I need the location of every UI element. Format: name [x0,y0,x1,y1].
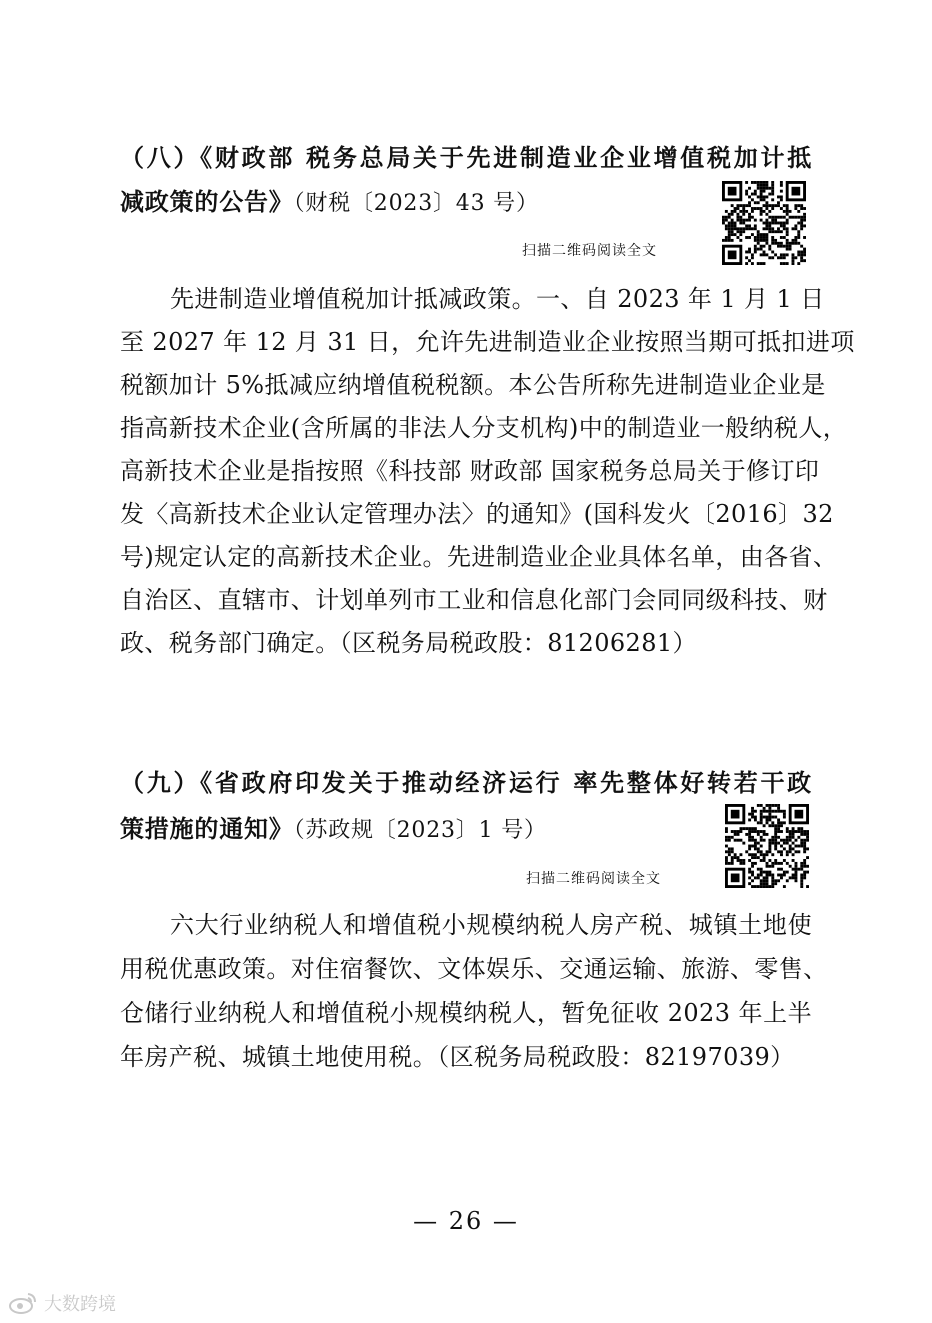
weibo-logo-icon [8,1291,38,1315]
watermark-text: 大数跨境 [44,1294,116,1315]
section8-body-line: 至 2027 年 12 月 31 日，允许先进制造业企业按照当期可抵扣进项 [120,328,855,356]
section8-body-line: 发〈高新技术企业认定管理办法〉的通知》(国科发火〔2016〕32 [120,500,834,528]
section9-doc-ref: （苏政规〔2023〕1 号） [293,818,547,843]
section9-qr-caption: 扫描二维码阅读全文 [526,871,661,887]
watermark [8,1290,116,1316]
section9-title-line1: （九）《省政府印发关于推动经济运行 率先整体好转若干政 [120,769,812,797]
section9-title-line2-text: 策措施的通知》 [120,815,294,843]
section8-body-line: 政、税务部门确定。（区税务局税政股：81206281） [120,629,697,657]
section8-qr-caption: 扫描二维码阅读全文 [522,243,657,259]
section8-body-line: 指高新技术企业(含所属的非法人分支机构)中的制造业一般纳税人， [120,414,848,442]
section8-title-line1: （八）《财政部 税务总局关于先进制造业企业增值税加计抵 [120,144,812,172]
page-number: — 26 — [413,1207,519,1235]
section9-body-line: 仓储行业纳税人和增值税小规模纳税人，暂免征收 2023 年上半 [120,999,812,1027]
section8-title-line2-text: 减政策的公告》 [120,188,294,216]
section8-body-line: 自治区、直辖市、计划单列市工业和信息化部门会同同级科技、财 [120,586,828,614]
section8-body-line: 号)规定认定的高新技术企业。先进制造业企业具体名单，由各省、 [120,543,838,571]
section8-body-line: 税额加计 5%抵减应纳增值税税额。本公告所称先进制造业企业是 [120,371,826,399]
section9-title-line2 [120,812,820,848]
section8-body-line: 先进制造业增值税加计抵减政策。一、自 2023 年 1 月 1 日 [170,285,825,313]
section8-doc-ref: （财税〔2023〕43 号） [293,191,539,216]
section8-body-line: 高新技术企业是指按照《科技部 财政部 国家税务总局关于修订印 [120,457,820,485]
section9-body-line: 用税优惠政策。对住宿餐饮、文体娱乐、交通运输、旅游、零售、 [120,955,828,983]
section9-body-line: 六大行业纳税人和增值税小规模纳税人房产税、城镇土地使 [170,911,812,939]
section9-body-line: 年房产税、城镇土地使用税。（区税务局税政股：82197039） [120,1043,795,1071]
section8-title-line2 [120,185,820,221]
section8-qr-code[interactable] [722,181,806,265]
section9-qr-code[interactable] [725,804,809,888]
